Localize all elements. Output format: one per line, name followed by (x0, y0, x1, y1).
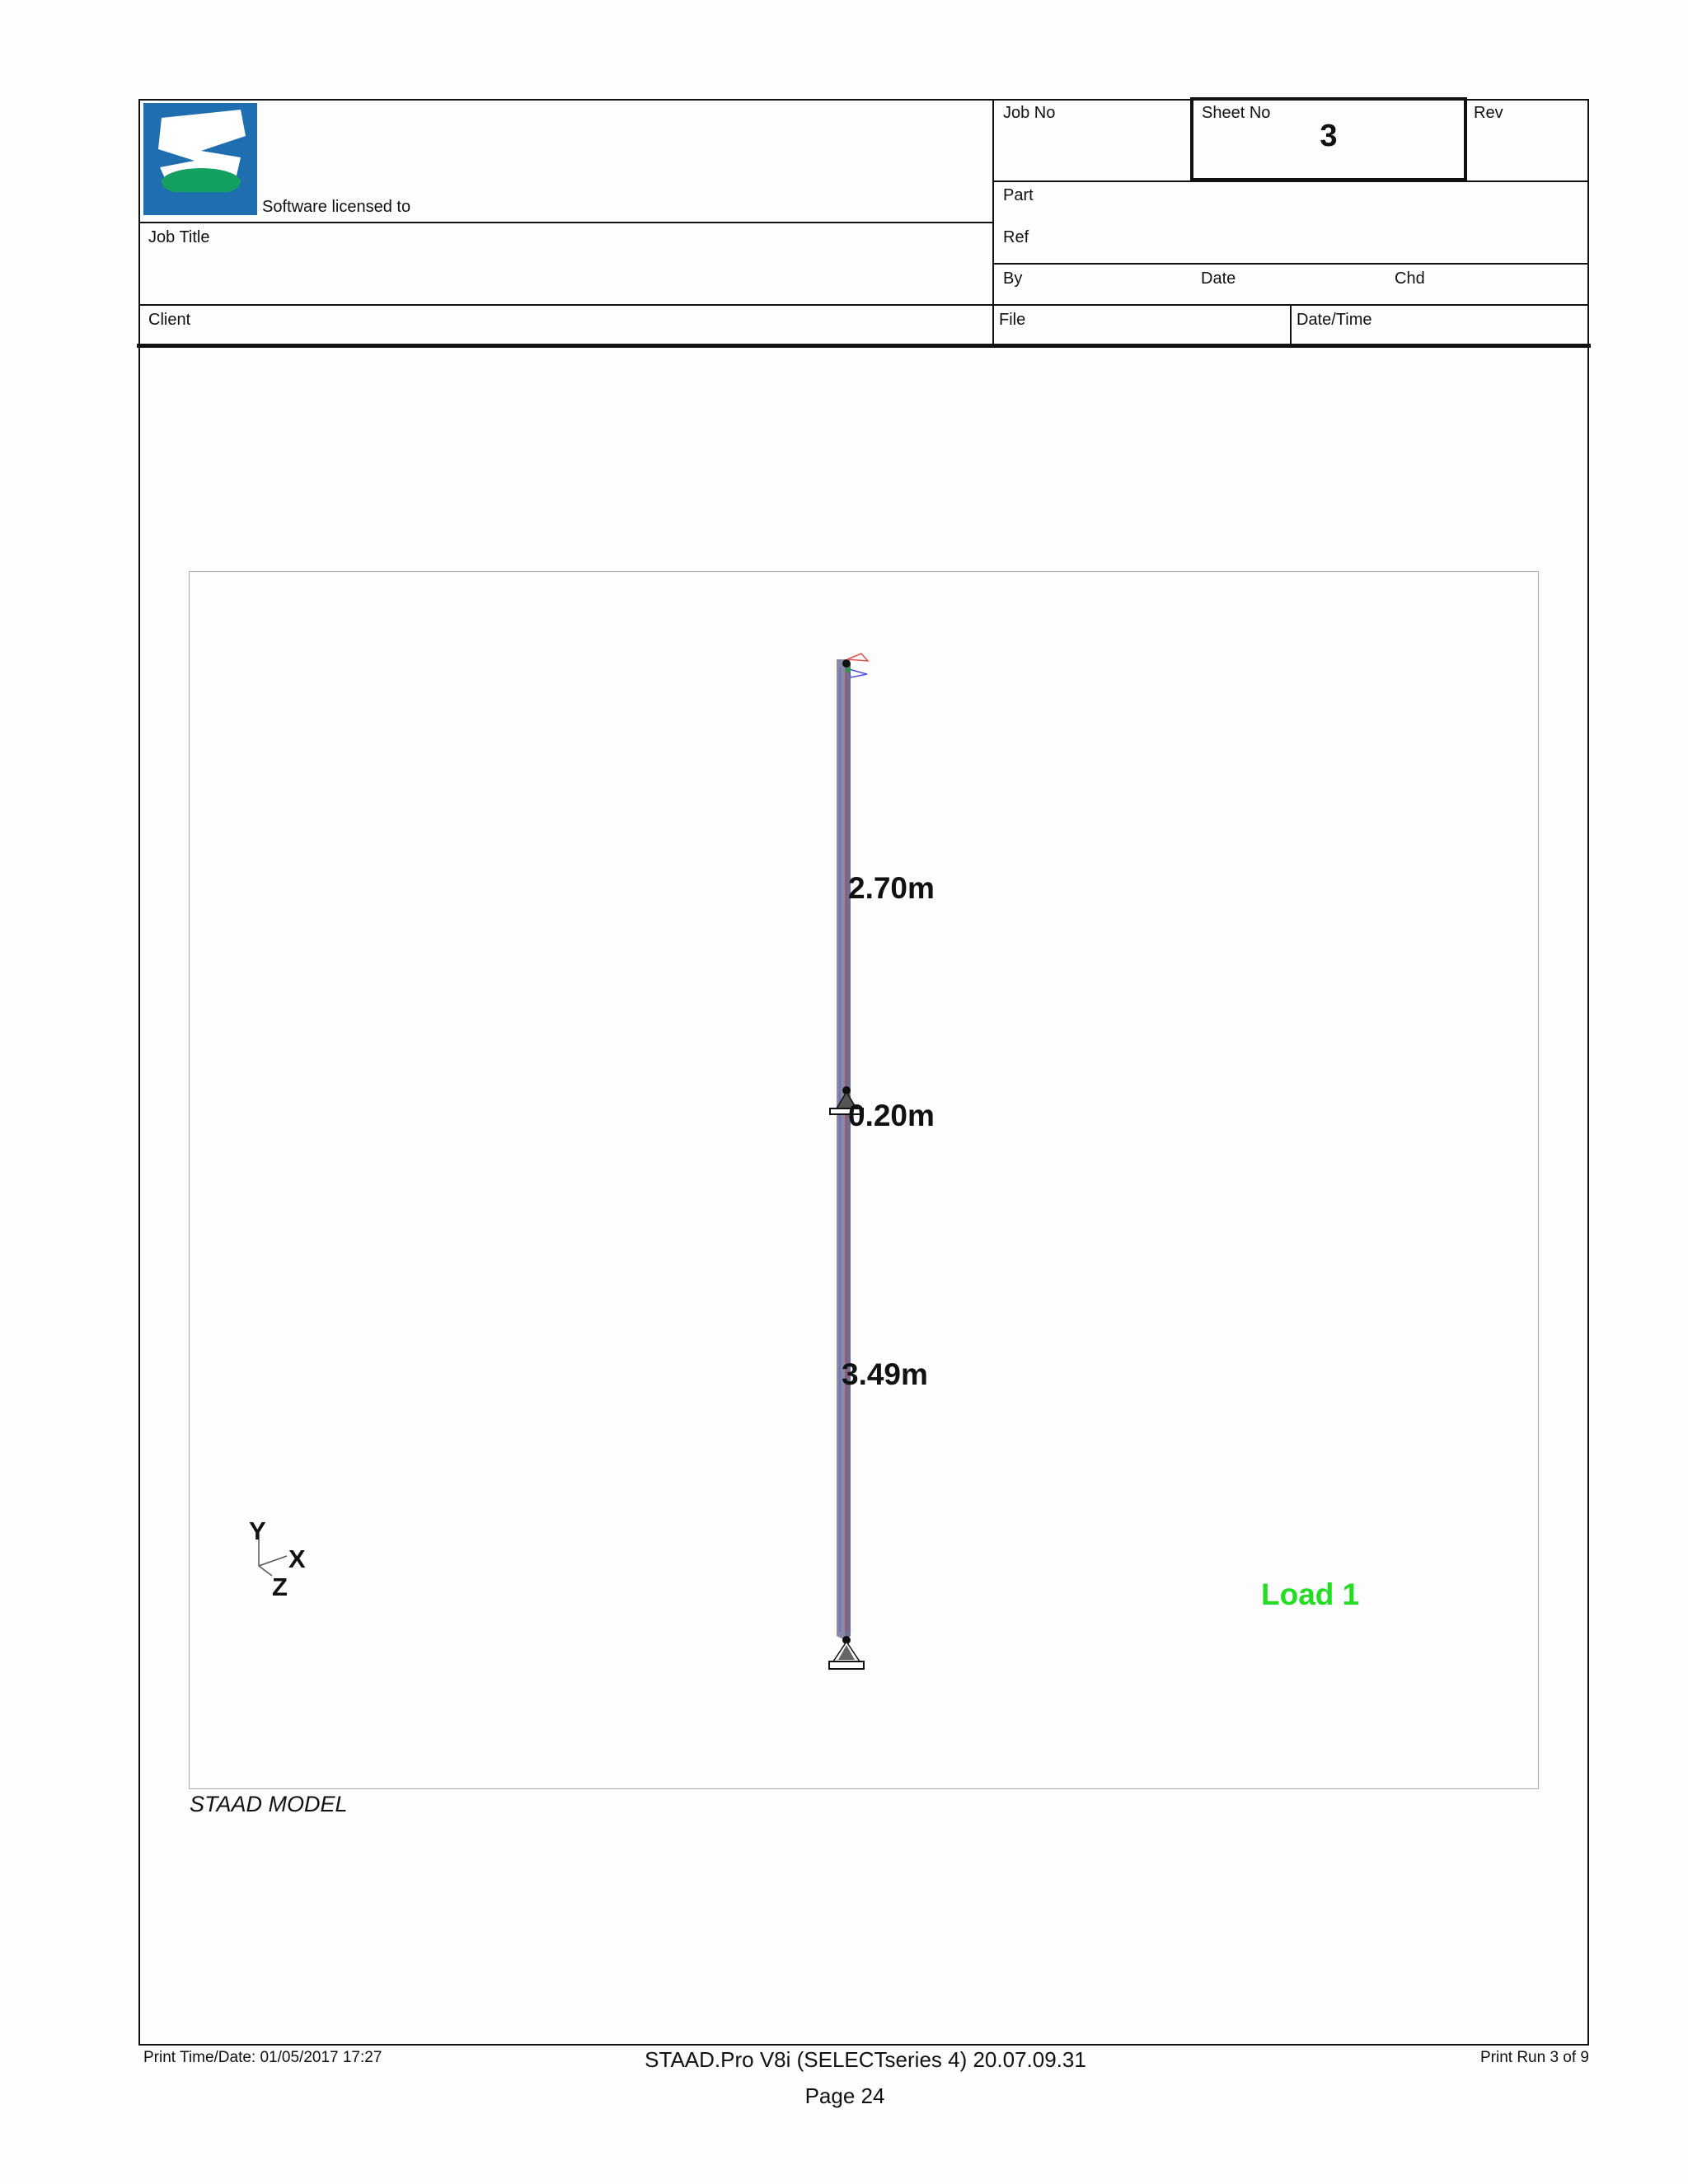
sheet-no-label: Sheet No (1202, 104, 1271, 122)
job-title-label: Job Title (148, 228, 210, 246)
print-run: Print Run 3 of 9 (1479, 2049, 1589, 2066)
by-label: By (1003, 269, 1023, 288)
sheet-no-value: 3 (1320, 119, 1338, 153)
local-axis-y-icon (847, 654, 868, 661)
load-case-label: Load 1 (1261, 1577, 1360, 1611)
file-label: File (999, 311, 1026, 329)
view-caption: STAAD MODEL (190, 1792, 348, 1816)
ref-label: Ref (1003, 228, 1029, 246)
local-axis-x-icon (849, 669, 867, 677)
header-bottom-rule (137, 344, 1591, 348)
company-logo (143, 103, 257, 215)
part-label: Part (1003, 186, 1034, 204)
page-number: Page 24 (804, 2083, 885, 2108)
axis-y-label: Y (249, 1516, 266, 1545)
column-member (837, 659, 845, 1640)
software-version: STAAD.Pro V8i (SELECTseries 4) 20.07.09.31 (645, 2047, 1086, 2072)
node-top (842, 659, 851, 668)
dimension-label: 3.49m (842, 1357, 928, 1391)
support-bottom-icon (829, 1642, 864, 1669)
header-divider (1290, 304, 1292, 345)
axis-z-label: Z (272, 1572, 288, 1601)
column-member-face (845, 659, 851, 1640)
chd-label: Chd (1395, 269, 1425, 288)
dimension-label: 0.20m (848, 1099, 935, 1132)
datetime-label: Date/Time (1296, 311, 1372, 329)
license-text: Software licensed to (262, 198, 411, 216)
rev-label: Rev (1474, 104, 1503, 122)
axis-x-label: X (288, 1544, 306, 1573)
print-time: Print Time/Date: 01/05/2017 17:27 (143, 2049, 382, 2066)
header-divider (138, 222, 992, 223)
job-no-label: Job No (1003, 104, 1056, 122)
header-divider (992, 99, 994, 346)
client-label: Client (148, 311, 191, 329)
dimension-label: 2.70m (848, 871, 935, 905)
date-label: Date (1201, 269, 1236, 288)
header-divider (138, 304, 1589, 306)
column-model (816, 643, 882, 1681)
header-divider (992, 263, 1589, 265)
